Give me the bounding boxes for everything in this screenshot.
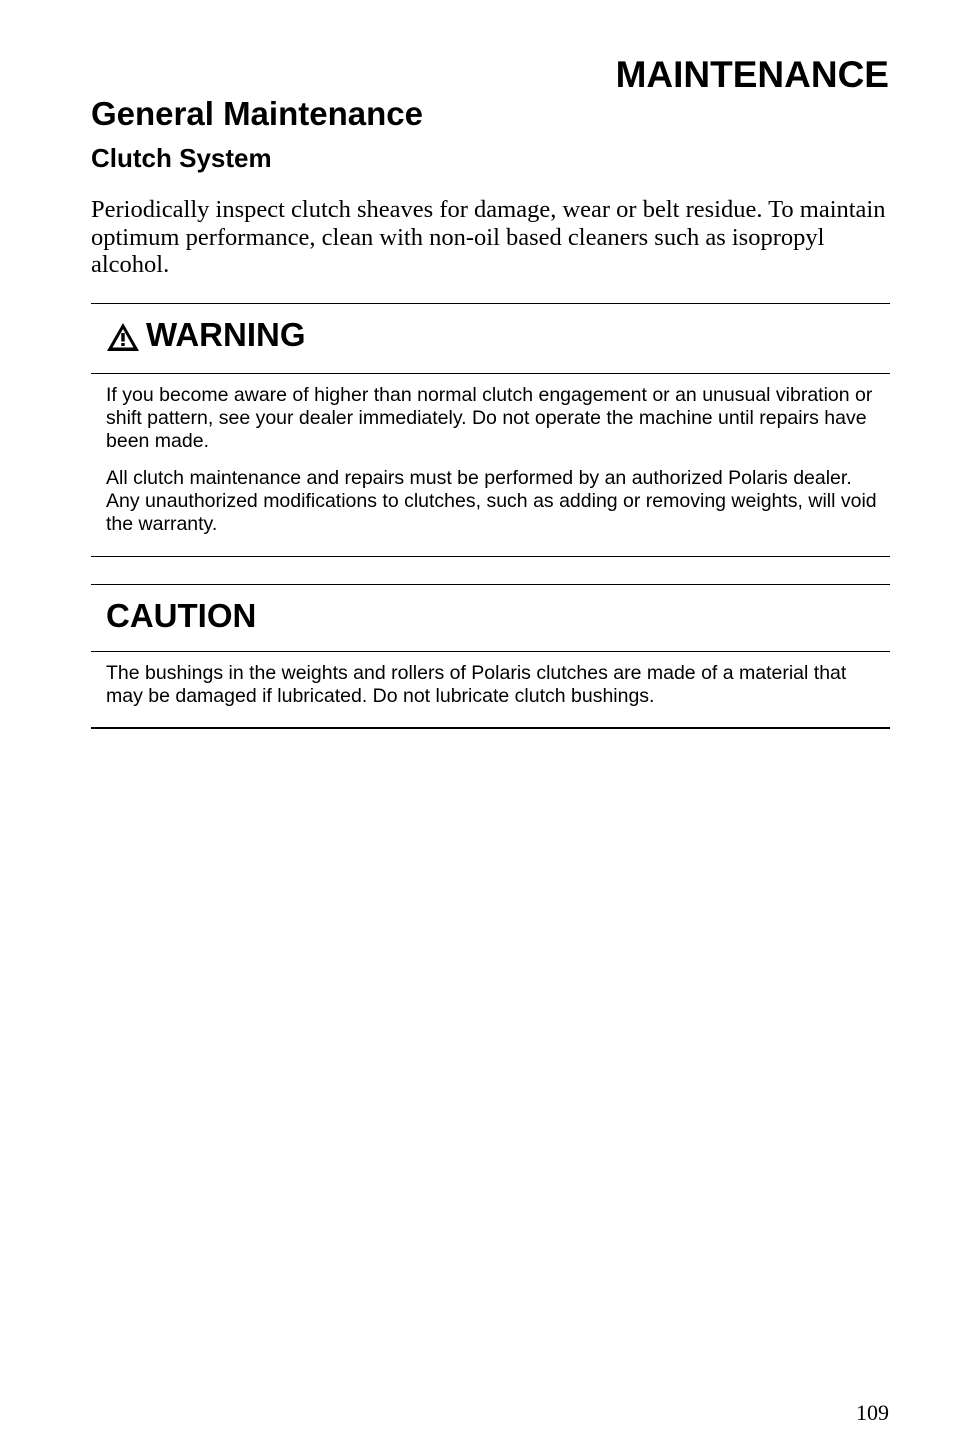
caution-title: CAUTION [106, 597, 257, 634]
warning-box [91, 303, 890, 557]
page-number: 109 [856, 1400, 889, 1425]
caution-paragraph: The bushings in the weights and rollers of Polaris clutches are made of a material that may be damaged if lubricated. Do not lubricate clutch bushings. [106, 662, 847, 707]
warning-paragraph: All clutch maintenance and repairs must be performed by an authorized Polaris dealer. Any unauthorized modifications to clutches, such as adding or removing weights, will void the warranty. [106, 467, 877, 535]
warning-header [91, 304, 890, 374]
warning-title: WARNING [146, 316, 306, 353]
subsection-title: Clutch System [91, 143, 272, 173]
warning-paragraph: If you become aware of higher than normal clutch engagement or an unusual vibration or shift pattern, see your dealer immediately. Do not operate the machine until repairs have been made. [106, 384, 873, 452]
intro-paragraph: Periodically inspect clutch sheaves for damage, wear or belt residue. To maintain optimum performance, clean with non-oil based cleaners such as isopropyl alcohol. [91, 196, 886, 278]
warning-triangle-icon [106, 322, 140, 352]
section-header: MAINTENANCE [615, 54, 889, 95]
caution-box [91, 584, 890, 729]
warning-body [106, 384, 878, 550]
page-title: General Maintenance [91, 95, 423, 132]
caution-body [106, 662, 878, 722]
caution-header [91, 585, 890, 652]
